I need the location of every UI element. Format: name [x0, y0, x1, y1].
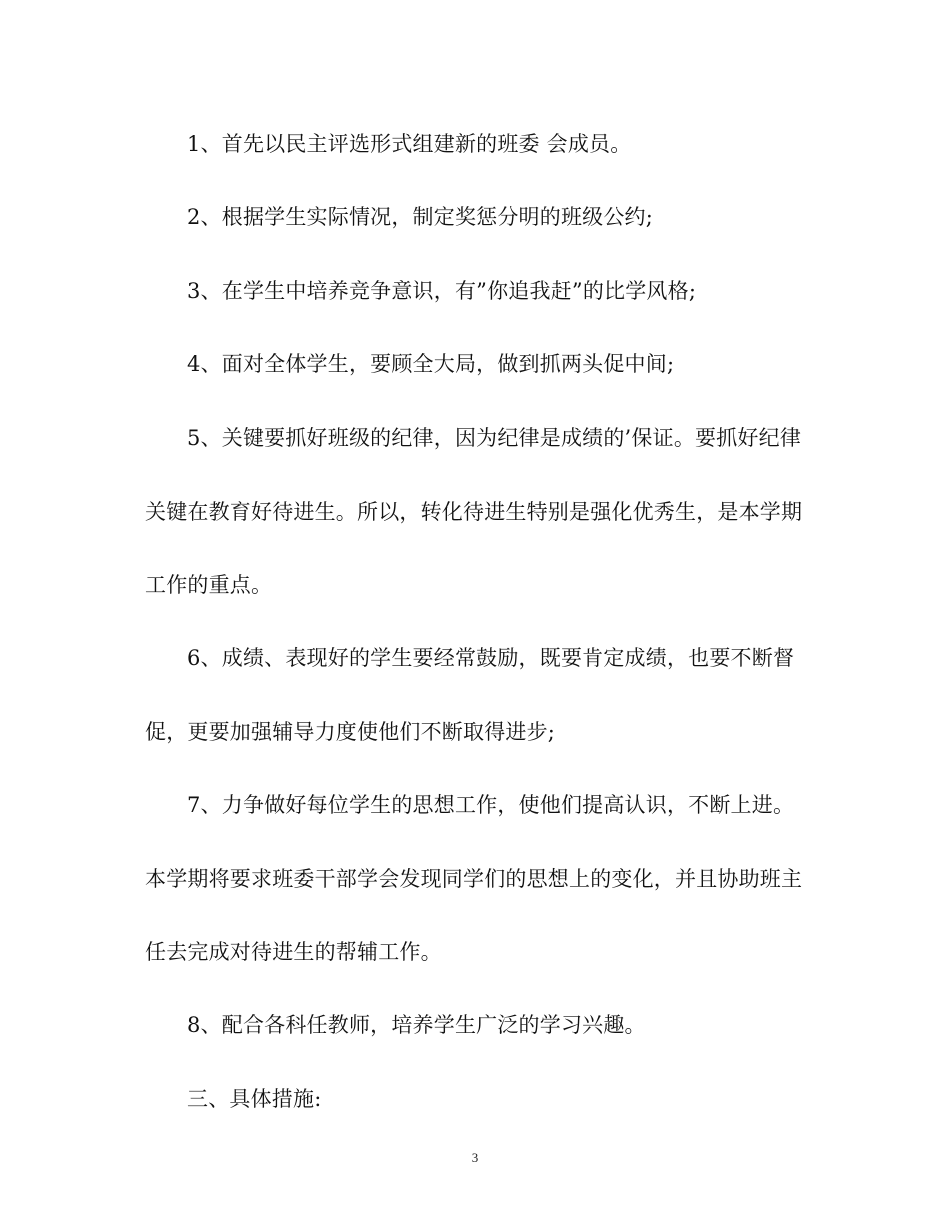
paragraph-4: 4、面对全体学生，要顾全大局，做到抓两头促中间; — [187, 352, 675, 376]
paragraph-8: 8、配合各科任教师，培养学生广泛的学习兴趣。 — [187, 1013, 646, 1037]
paragraph-3: 3、在学生中培养竞争意识，有”你追我赶”的比学风格; — [187, 279, 697, 303]
page-number: 3 — [471, 1150, 479, 1165]
paragraph-2: 2、根据学生实际情况，制定奖惩分明的班级公约; — [187, 205, 654, 229]
paragraph-7: 7、力争做好每位学生的思想工作，使他们提高认识，不断上进。本学期将要求班委干部学会发现同学们的思想上的变化，并且协助班主任去完成对待进生的帮辅工作。 — [145, 793, 803, 964]
paragraph-6: 6、成绩、表现好的学生要经常鼓励，既要肯定成绩，也要不断督促，更要加强辅导力度使他们不断取得进步; — [145, 646, 795, 744]
paragraph-1: 1、首先以民主评选形式组建新的班委 会成员。 — [187, 132, 632, 156]
section-heading: 三、具体措施: — [187, 1087, 322, 1111]
paragraph-5: 5、关键要抓好班级的纪律，因为纪律是成绩的’保证。要抓好纪律关键在教育好待进生。所以，转化待进生特别是强化优秀生，是本学期工作的重点。 — [145, 426, 803, 597]
